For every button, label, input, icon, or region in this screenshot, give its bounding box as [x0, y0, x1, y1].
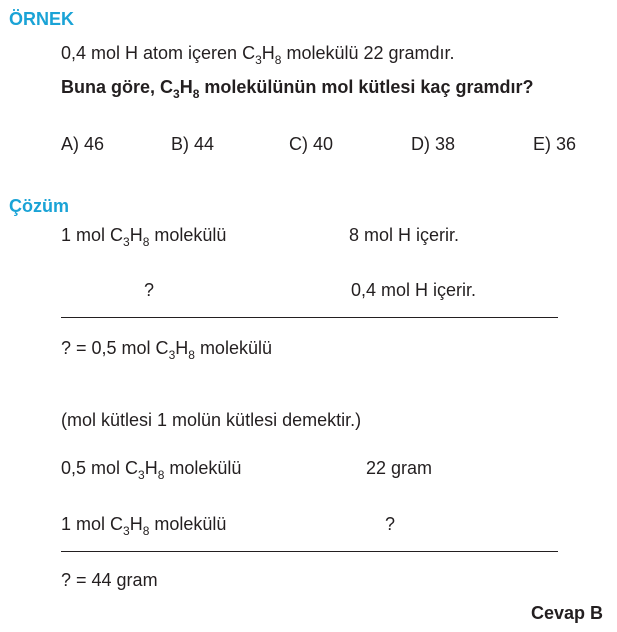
result-line-2: ? = 44 gram [61, 570, 158, 590]
option-c: C) 40 [289, 134, 334, 154]
solution-heading: Çözüm [9, 196, 69, 216]
ratio-row1-right: 8 mol H içerir. [349, 225, 460, 245]
option-a: A) 46 [61, 134, 105, 154]
divider-line-2 [61, 551, 558, 552]
definition-note: (mol kütlesi 1 molün kütlesi demektir.) [61, 410, 362, 430]
divider-line-1 [61, 317, 558, 318]
ratio-row1-left: 1 mol $C_3H_8$ molekülü [61, 225, 227, 249]
problem-question: Buna göre, $C_3H_8$ molekülünün mol kütlesi kaç gramdır? [61, 77, 534, 101]
ratio-row3-right: 22 gram [366, 458, 433, 478]
ratio-row4-left: 1 mol $C_3H_8$ molekülü [61, 514, 227, 538]
problem-statement: 0,4 mol H atom içeren $C_3H_8$ molekülü 22 gramdır. [61, 43, 455, 67]
answer-label: Cevap B [531, 603, 604, 623]
ratio-row2-left: ? [144, 280, 155, 300]
ratio-row4-right: ? [385, 514, 396, 534]
ratio-row2-right: 0,4 mol H içerir. [351, 280, 477, 300]
ratio-row3-left: 0,5 mol $C_3H_8$ molekülü [61, 458, 242, 482]
result-line-1: ? = 0,5 mol $C_3H_8$ molekülü [61, 338, 272, 362]
option-d: D) 38 [411, 134, 456, 154]
option-b: B) 44 [171, 134, 215, 154]
example-heading: ÖRNEK [9, 9, 75, 29]
option-e: E) 36 [533, 134, 577, 154]
